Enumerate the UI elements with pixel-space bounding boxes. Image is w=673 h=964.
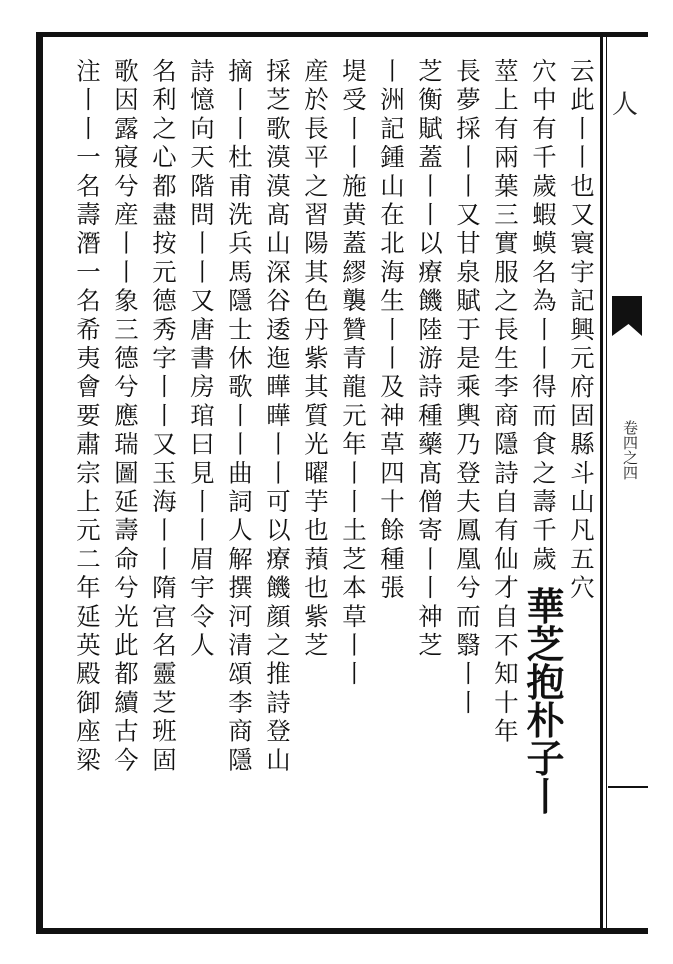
column-text: 莖上有兩葉三實服之長生李商隱詩自有仙才自不知十年 — [490, 58, 519, 747]
fold-rule-thin — [606, 37, 607, 928]
text-column-6 — [372, 58, 408, 920]
text-column-13 — [106, 58, 142, 920]
text-column-14 — [68, 58, 104, 920]
text-column-2 — [520, 58, 565, 920]
column-text: 詩憶向天階問丨丨又唐書房琯曰見丨丨眉宇令人 — [186, 58, 215, 661]
column-text: 産於長平之習陽其色丹紫其質光曜芋也蕷也紫芝 — [300, 58, 329, 661]
text-column-4 — [448, 58, 484, 920]
text-column-1 — [562, 58, 598, 920]
text-column-3 — [486, 58, 522, 920]
text-column-7 — [334, 58, 370, 920]
fold-lower-rule — [608, 786, 648, 788]
column-text: 堤受丨丨施黄蓋繆襲贊青龍元年丨丨土芝本草丨丨 — [338, 58, 367, 690]
column-text: 歌因露寢兮産丨丨象三德兮應瑞圖延壽命兮光此都續古今 — [110, 58, 139, 776]
fishtail-mark — [612, 296, 642, 336]
column-text: 採芝歌漠漠髙山深谷逶迤曄曄丨丨可以療饑顔之推詩登山 — [262, 58, 291, 776]
fold-title: 卷四之四 — [621, 420, 639, 480]
column-text: 注丨丨一名壽潛一名希夷會要肅宗上元二年延英殿御座梁 — [72, 58, 101, 776]
headword: 華芝抱朴子丨 — [520, 586, 565, 815]
text-column-12 — [144, 58, 180, 920]
text-column-5 — [410, 58, 446, 920]
column-text: 名利之心都盡按元德秀字丨丨又玉海丨丨隋宫名靈芝班固 — [148, 58, 177, 776]
column-text: 長夢採丨丨又甘泉賦于是乘輿乃登夫鳳凰兮而翳丨丨 — [452, 58, 481, 719]
text-column-8 — [296, 58, 332, 920]
text-column-10 — [220, 58, 256, 920]
fold-rule — [600, 37, 603, 928]
bottom-border — [38, 928, 648, 934]
column-text: 芝衡賦蓋丨丨以療饑陸游詩種藥髙僧寄丨丨神芝 — [414, 58, 443, 661]
text-column-9 — [258, 58, 294, 920]
top-border — [38, 32, 648, 37]
column-text: 摘丨丨杜甫洗兵馬隱士休歌丨丨曲詞人解撰河清頌李商隱 — [224, 58, 253, 776]
fold-mark: 人 — [612, 90, 639, 120]
left-border — [36, 32, 43, 934]
column-text: 云此丨丨也又寰宇記興元府固縣斗山凡五穴 — [566, 58, 595, 604]
text-column-11 — [182, 58, 218, 920]
column-text: 丨洲記鍾山在北海生丨丨及神草四十餘種張 — [376, 58, 405, 604]
column-text: 穴中有千歲蝦蟆名為丨丨得而食之壽千歲 — [528, 58, 557, 575]
